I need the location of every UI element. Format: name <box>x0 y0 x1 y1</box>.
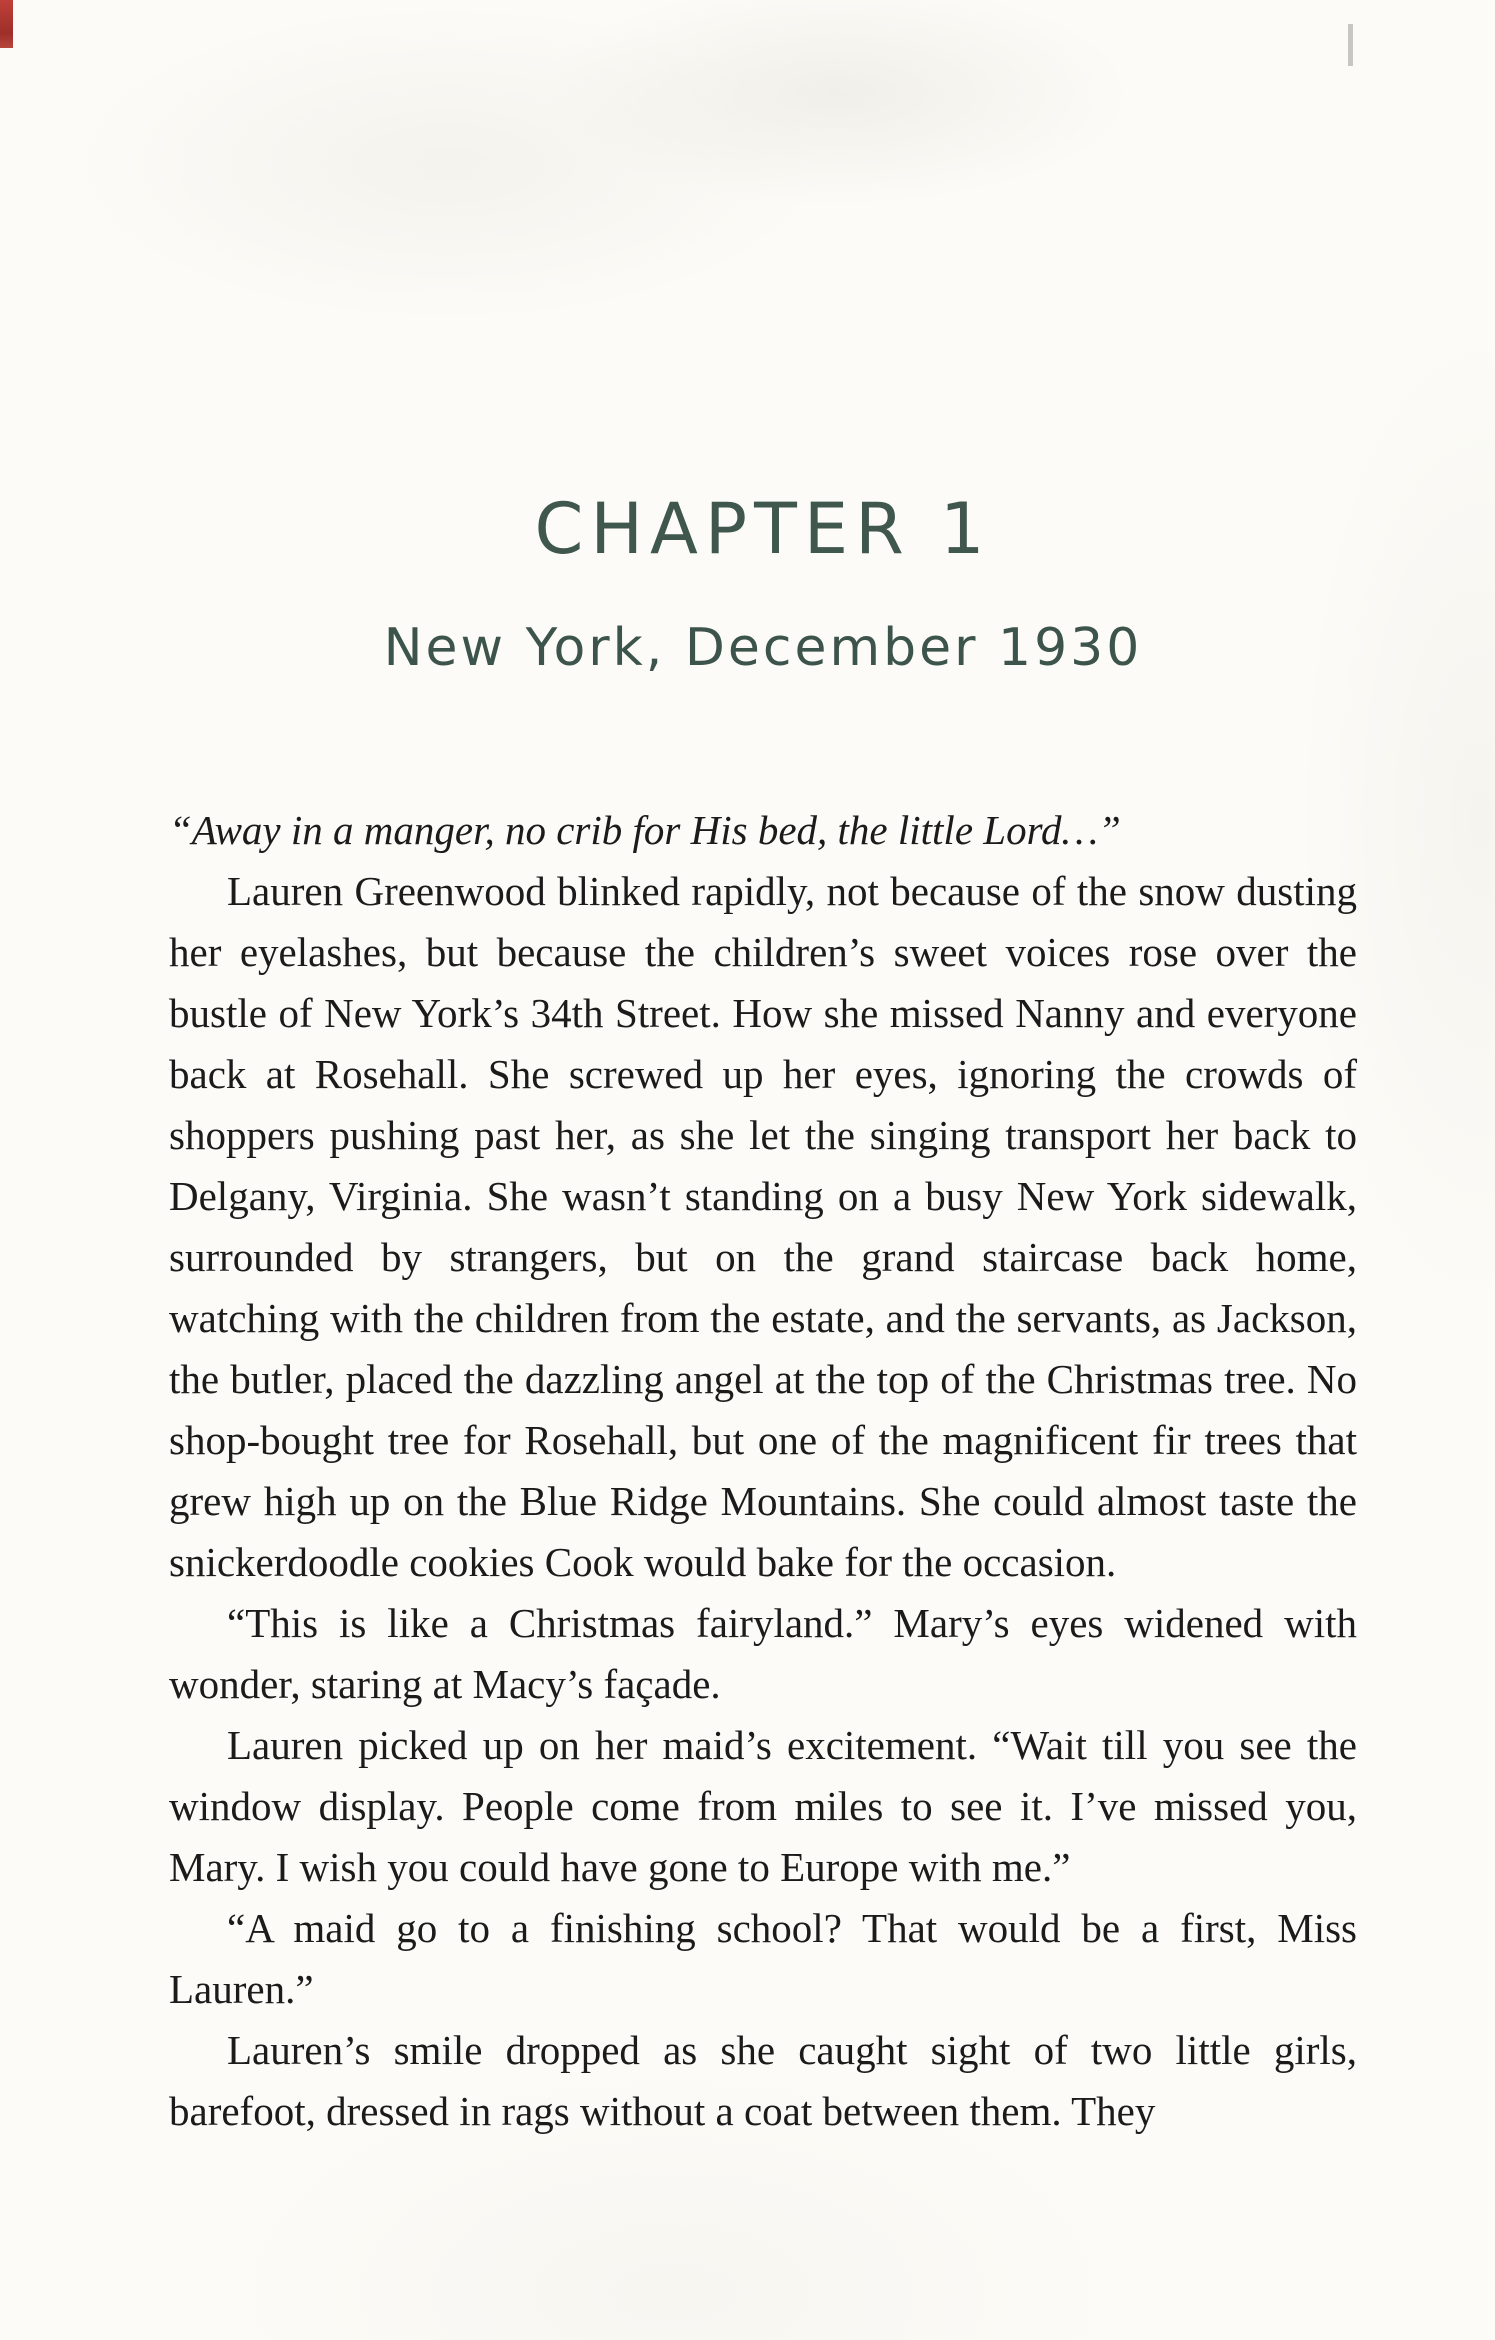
paragraph: Lauren’s smile dropped as she caught sight of two little girls, barefoot, dressed in rags without a coat between them. They <box>169 2027 1357 2134</box>
epigraph-line: “Away in a manger, no crib for His bed, the little Lord…” <box>169 807 1121 853</box>
paragraph: “This is like a Christmas fairyland.” Mary’s eyes widened with wonder, staring at Macy’s façade. <box>169 1600 1357 1707</box>
scan-artifact-gray-mark <box>1348 24 1353 66</box>
chapter-subtitle: New York, December 1930 <box>383 618 1143 678</box>
paragraph: Lauren Greenwood blinked rapidly, not because of the snow dusting her eyelashes, but because the children’s sweet voices rose over the bustle of New York’s 34th Street. How she missed Nanny and everyone back at Rosehall. She screwed up her eyes, ignoring the crowds of shoppers pushing past her, as she let the singing transport her back to Delgany, Virginia. She wasn’t standing on a busy New York sidewalk, surrounded by strangers, but on the grand staircase back home, watching with the children from the estate, and the servants, as Jackson, the butler, placed the dazzling angel at the top of the Christmas tree. No shop-bought tree for Rosehall, but one of the magnificent fir trees that grew high up on the Blue Ridge Mountains. She could almost taste the snickerdoodle cookies Cook would bake for the occasion. <box>169 868 1357 1585</box>
paragraph: “A maid go to a finishing school? That would be a first, Miss Lauren.” <box>169 1905 1357 2012</box>
paragraph: Lauren picked up on her maid’s excitement. “Wait till you see the window display. People come from miles to see it. I’ve missed you, Mary. I wish you could have gone to Europe with me.” <box>169 1722 1357 1890</box>
scan-artifact-red-mark <box>0 0 13 48</box>
chapter-title: CHAPTER 1 <box>534 488 992 570</box>
body-text <box>169 800 1357 2142</box>
